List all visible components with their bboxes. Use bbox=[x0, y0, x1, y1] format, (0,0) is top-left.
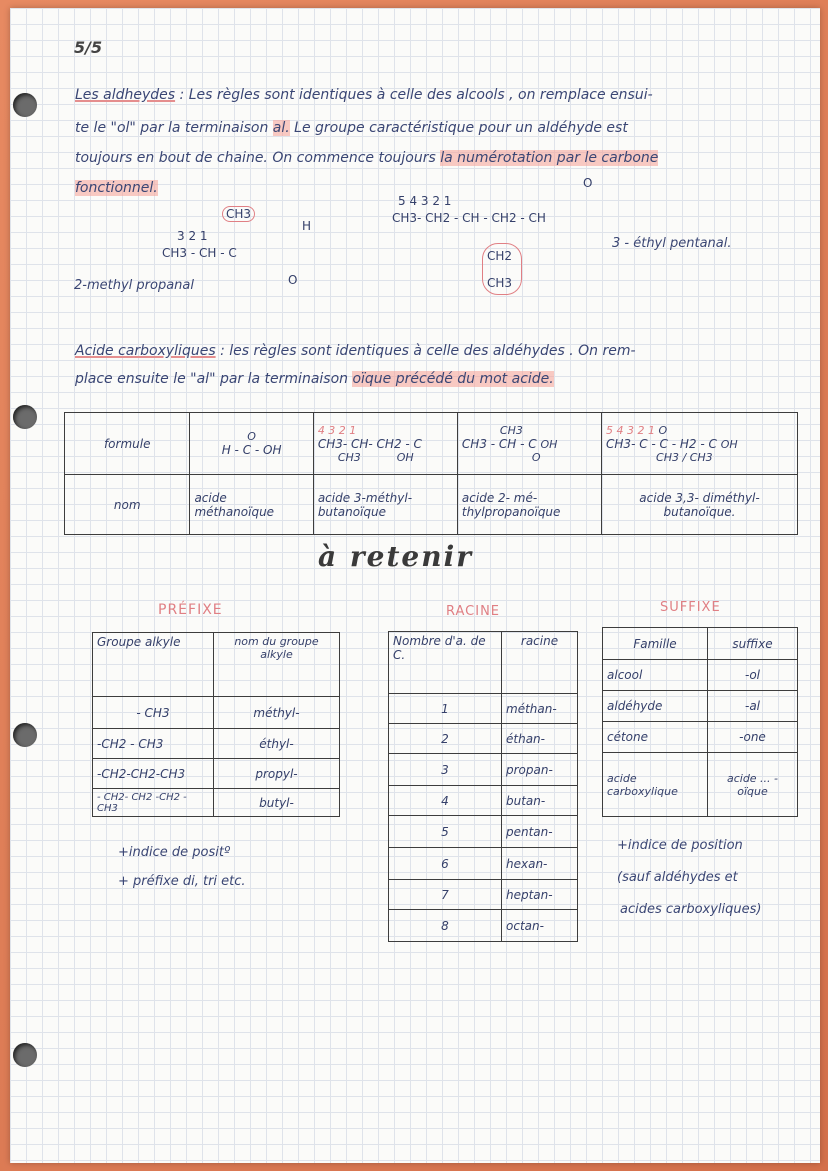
row-label-nom: nom bbox=[65, 475, 190, 535]
name-3-ethylpentanal: 3 - éthyl pentanal. bbox=[612, 236, 732, 251]
binder-hole bbox=[13, 93, 37, 117]
carbon-count: 2 bbox=[389, 724, 502, 754]
root-name: hexan- bbox=[502, 848, 578, 880]
suffixe-table bbox=[602, 627, 798, 817]
methyl-branch: CH3 bbox=[222, 206, 255, 222]
aldehydes-text: te le "ol" par la terminaison bbox=[75, 120, 269, 136]
aldehydes-text: : Les règles sont identiques à celle des alcools , on remplace ensui- bbox=[179, 87, 653, 103]
root-name: pentan- bbox=[502, 816, 578, 848]
acides-text: : les règles sont identiques à celle des aldéhydes . On rem- bbox=[220, 343, 636, 359]
family-name: cétone bbox=[603, 722, 708, 753]
col-header-suffixe: suffixe bbox=[708, 628, 798, 660]
row-label-formule: formule bbox=[65, 413, 190, 475]
branch-row: CH3 / CH3 bbox=[656, 450, 713, 464]
aldehydes-line-1 bbox=[75, 87, 653, 103]
retenir-title: à retenir bbox=[318, 540, 473, 573]
root-name: méthan- bbox=[502, 694, 578, 724]
root-name: éthan- bbox=[502, 724, 578, 754]
suffix-value: -one bbox=[708, 722, 798, 753]
acides-line-1 bbox=[75, 343, 636, 359]
binder-hole bbox=[13, 1043, 37, 1067]
oh-group: OH bbox=[396, 450, 414, 464]
branch-ch3: CH3 bbox=[689, 450, 713, 464]
oh-group: OH bbox=[540, 437, 558, 451]
suffixe-note-1: +indice de position bbox=[617, 838, 743, 853]
root-name: heptan- bbox=[502, 880, 578, 910]
formula-3-methylbutanoic bbox=[313, 413, 457, 475]
formula-methanoic bbox=[190, 413, 313, 475]
carbon-numbers: 3 2 1 bbox=[177, 229, 208, 243]
family-name: alcool bbox=[603, 660, 708, 691]
binder-hole bbox=[13, 723, 37, 747]
carbon-numbers: 5 4 3 2 1 bbox=[606, 423, 656, 437]
name-methanoic: acide méthanoïque bbox=[190, 475, 313, 535]
alkyl-name: éthyl- bbox=[214, 729, 340, 759]
carbon-count: 5 bbox=[389, 816, 502, 848]
suffix-value: acide ... - oïque bbox=[708, 753, 798, 817]
aldehydes-text: toujours en bout de chaine. On commence toujours bbox=[75, 150, 436, 166]
carbonyl-o: O bbox=[247, 430, 256, 443]
prefixe-note-1: +indice de positº bbox=[118, 845, 231, 860]
aldehyde-h: H bbox=[302, 219, 312, 233]
carbon-count: 4 bbox=[389, 786, 502, 816]
racine-label: RACINE bbox=[446, 604, 501, 619]
formula-33-dimethylbutanoic bbox=[602, 413, 798, 475]
family-name: acide carboxylique bbox=[603, 753, 708, 817]
root-name: propan- bbox=[502, 754, 578, 786]
carbon-count: 7 bbox=[389, 880, 502, 910]
alkyl-name: méthyl- bbox=[214, 697, 340, 729]
col-header-famille: Famille bbox=[603, 628, 708, 660]
acides-line-2 bbox=[75, 371, 554, 387]
formula-3-ethylpentanal: CH3- CH2 - CH - CH2 - CH bbox=[392, 211, 546, 225]
formula-2-methylpropanal: CH3 - CH - C bbox=[162, 246, 237, 260]
oh-group: OH bbox=[720, 437, 738, 451]
formula-row bbox=[606, 437, 793, 451]
family-name: aldéhyde bbox=[603, 691, 708, 722]
branch-ch3: CH3 bbox=[656, 450, 679, 464]
alkyl-group: - CH3 bbox=[93, 697, 214, 729]
formula-2-methylpropanoic bbox=[457, 413, 601, 475]
alkyl-name: propyl- bbox=[214, 759, 340, 789]
al-highlight: al. bbox=[272, 120, 290, 136]
alkyl-group: -CH2-CH2-CH3 bbox=[93, 759, 214, 789]
acides-text: place ensuite le "al" par la terminaison bbox=[75, 371, 349, 387]
ethyl-branch-ch3: CH3 bbox=[487, 276, 513, 290]
root-name: butan- bbox=[502, 786, 578, 816]
acid-table bbox=[64, 412, 798, 535]
prefixe-label: PRÉFIXE bbox=[158, 602, 223, 618]
root-name: octan- bbox=[502, 910, 578, 942]
carbon-count: 1 bbox=[389, 694, 502, 724]
aldehyde-o: O bbox=[288, 273, 298, 287]
ethyl-branch-ch2: CH2 bbox=[487, 249, 513, 263]
carbon-count: 3 bbox=[389, 754, 502, 786]
carbon-count: 6 bbox=[389, 848, 502, 880]
aldehydes-heading: Les aldheydes bbox=[75, 87, 176, 103]
name-2-methylpropanal: 2-methyl propanal bbox=[74, 278, 194, 293]
carbonyl-o: O bbox=[658, 423, 668, 437]
binder-hole bbox=[13, 405, 37, 429]
col-header-racine: racine bbox=[502, 632, 578, 694]
branch-ch3: CH3 bbox=[499, 423, 523, 437]
formula-row bbox=[462, 437, 597, 451]
suffixe-note-2: (sauf aldéhydes et bbox=[617, 870, 738, 885]
suffix-value: -ol bbox=[708, 660, 798, 691]
col-header-nom-groupe: nom du groupe alkyle bbox=[214, 633, 340, 697]
carbonyl-o: O bbox=[531, 450, 541, 464]
acide-highlight: oïque précédé du mot acide. bbox=[352, 371, 554, 387]
page-number: 5/5 bbox=[74, 38, 103, 57]
name-33-dimethylbutanoic: acide 3,3- diméthyl- butanoïque. bbox=[602, 475, 798, 535]
col-header-nombre: Nombre d'a. de C. bbox=[389, 632, 502, 694]
aldehydes-line-3 bbox=[75, 150, 658, 166]
racine-table bbox=[388, 631, 578, 942]
carbon-numbers: 5 4 3 2 1 bbox=[398, 194, 452, 208]
prefixe-note-2: + préfixe di, tri etc. bbox=[118, 874, 246, 889]
carbon-count: 8 bbox=[389, 910, 502, 942]
aldehydes-text: Le groupe caractéristique pour un aldéhyde est bbox=[294, 120, 628, 136]
prefixe-table bbox=[92, 632, 340, 817]
col-header-groupe: Groupe alkyle bbox=[93, 633, 214, 697]
suffixe-label: SUFFIXE bbox=[660, 600, 721, 615]
nums-row bbox=[606, 424, 793, 437]
carbon-numbers: 4 3 2 1 bbox=[317, 423, 357, 437]
formula-text: CH3- C - C - H2 - C bbox=[606, 436, 717, 451]
numbering-highlight: la numérotation par le carbone bbox=[440, 150, 659, 166]
aldehydes-line-4 bbox=[75, 180, 158, 196]
branch-line bbox=[318, 451, 453, 464]
name-2-methylpropanoic: acide 2- mé- thylpropanoïque bbox=[457, 475, 601, 535]
name-3-methylbutanoic: acide 3-méthyl- butanoïque bbox=[313, 475, 457, 535]
suffixe-note-3: acides carboxyliques) bbox=[620, 902, 762, 917]
aldehyde-o: O bbox=[583, 176, 593, 190]
fonctionnel-highlight: fonctionnel. bbox=[75, 180, 158, 196]
alkyl-name: butyl- bbox=[214, 789, 340, 817]
alkyl-group: -CH2 - CH3 bbox=[93, 729, 214, 759]
branch-ch3: CH3 bbox=[337, 450, 361, 464]
aldehydes-line-2 bbox=[75, 120, 628, 136]
formula-text: H - C - OH bbox=[221, 443, 282, 457]
acides-heading: Acide carboxyliques bbox=[75, 343, 216, 359]
formula-text: CH3 - CH - C bbox=[461, 436, 537, 451]
alkyl-group: - CH2- CH2 -CH2 - CH3 bbox=[93, 789, 214, 817]
formula-text: CH3- CH- CH2 - C bbox=[317, 436, 422, 451]
suffix-value: -al bbox=[708, 691, 798, 722]
